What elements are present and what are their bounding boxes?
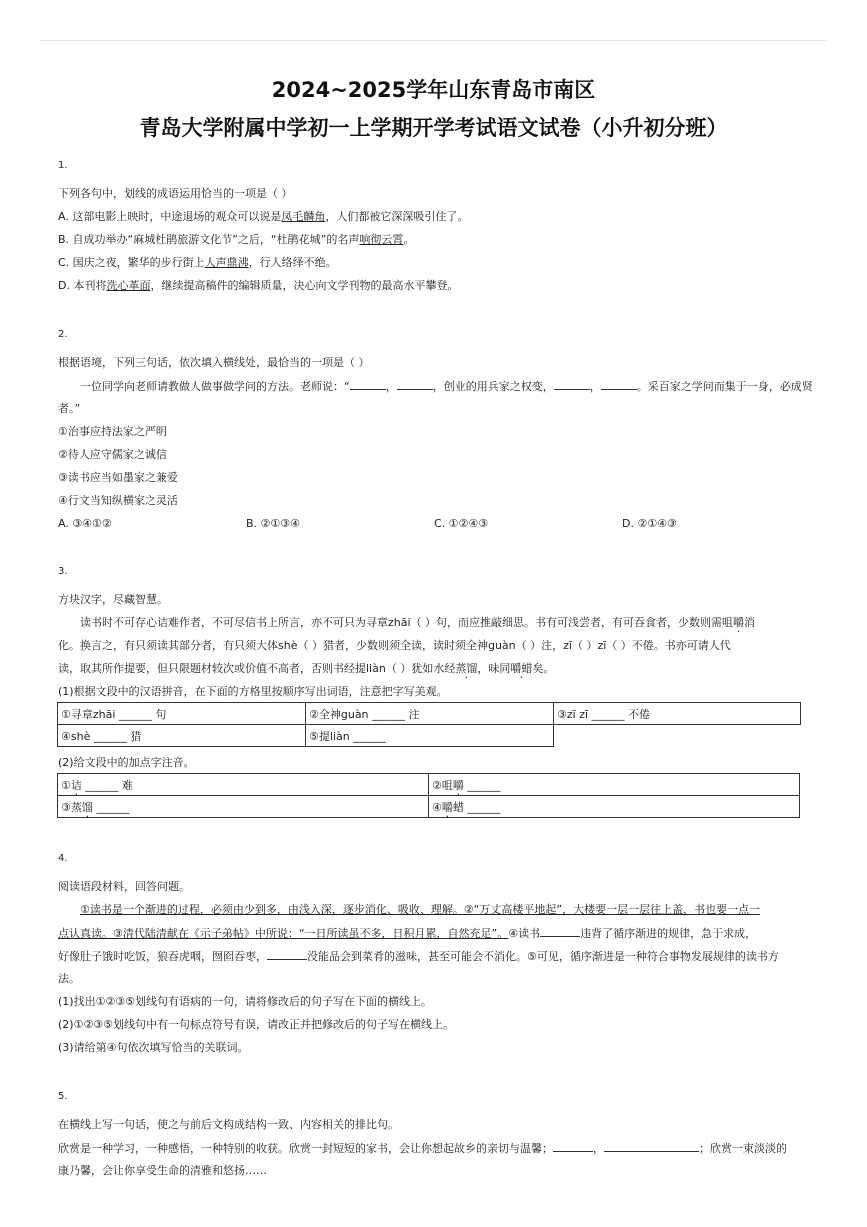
passage-text: 欣赏是一种学习，一种感悟，一种特别的收获。欣赏一封短短的家书，会让你想起故乡的亲切与温馨；: [58, 1142, 553, 1155]
cell-text: 蜡 ______: [452, 800, 501, 814]
passage-text: ，: [593, 1142, 604, 1155]
cell-text: ①: [61, 778, 71, 792]
question-4-passage-line4: 法。: [58, 972, 80, 985]
grid-cell[interactable]: ③zī zī ______ 不倦: [554, 703, 801, 725]
grid-cell[interactable]: [429, 796, 800, 818]
question-3-passage-line3: [58, 662, 554, 676]
question-4-intro: 阅读语段材料，回答问题。: [58, 880, 190, 893]
cell-text: ______ 难: [81, 778, 133, 792]
passage-text: ，: [385, 380, 397, 393]
question-1-option-d: [58, 279, 458, 293]
question-2-number: 2.: [58, 329, 68, 340]
passage-text: 好像肚子饿时吃饭，狼吞虎咽，囫囵吞枣，: [58, 950, 267, 963]
question-3-subquestion-1: (1)根据文段中的汉语拼音，在下面的方格里按顺序写出词语，注意把字写美观。: [58, 685, 448, 698]
dotted-word: 嚼蜡: [510, 662, 533, 675]
phonetic-answer-grid: [57, 773, 800, 818]
page-title-line2: 青岛大学附属中学初一上学期开学考试语文试卷（小升初分班）: [139, 116, 728, 140]
question-4-subquestion-1: (1)找出①②③⑤划线句有语病的一句，请将修改后的句子写在下面的横线上。: [58, 995, 433, 1008]
page-title-line1: 2024~2025学年山东青岛市南区: [271, 78, 596, 102]
grid-cell[interactable]: ⑤提liàn ______: [306, 725, 554, 747]
question-2-sentence-2: ②待人应守儒家之诚信: [58, 448, 167, 461]
passage-text: ④读书: [508, 927, 541, 940]
cell-text: ②咀: [432, 778, 453, 792]
question-2-sentence-3: ③读书应当如墨家之兼爱: [58, 471, 178, 484]
grid-cell[interactable]: [58, 774, 429, 796]
question-4-number: 4.: [58, 853, 68, 864]
fill-blank[interactable]: [554, 379, 590, 390]
passage-text: 违背了循序渐进的规律，急于求成，: [580, 927, 757, 940]
empty-cell: [554, 725, 801, 747]
option-text: 。: [403, 233, 415, 246]
underlined-text: 点认真读。③清代陆清献在《示子弟帖》中所说：“一日所读虽不多，日积月累，自然充足”。: [58, 927, 509, 940]
question-1-number: 1.: [58, 160, 68, 171]
fill-blank[interactable]: [350, 379, 386, 390]
cell-text: ______: [463, 778, 501, 792]
passage-text: ；欣赏一束淡淡的: [699, 1142, 787, 1155]
fill-blank[interactable]: [267, 949, 307, 960]
question-1-option-c: [58, 256, 337, 270]
dotted-char: 诘: [70, 778, 82, 792]
question-1-stem: 下列各句中，划线的成语运用恰当的一项是（ ）: [58, 187, 293, 200]
top-divider: [40, 40, 827, 41]
passage-text: ，: [589, 380, 601, 393]
question-4-subquestion-3: (3)请给第④句依次填写恰当的关联词。: [58, 1041, 249, 1054]
question-2-stem: 根据语境，下列三句话，依次填入横线处，最恰当的一项是（ ）: [58, 356, 370, 369]
question-2-sentence-1: ①治事应持法家之严明: [58, 425, 167, 438]
question-3-number: 3.: [58, 566, 68, 577]
question-1-option-b: [58, 233, 414, 247]
question-4-passage-line3: [58, 949, 779, 964]
underlined-idiom: 人声鼎沸: [204, 256, 249, 269]
fill-blank[interactable]: [601, 379, 637, 390]
passage-text: 读，取其所作提要，但只限题材较次或价值不高者，否则书经提liàn（ ）犹如水经: [58, 662, 456, 675]
dotted-char: 嚼: [733, 616, 745, 629]
grid-cell[interactable]: [429, 774, 800, 796]
question-4-passage-line1: ①读书是一个渐进的过程，必须由少到多，由浅入深，逐步消化、吸收、理解。②“万丈高楼平地起”，大楼要一层一层往上盖，书也要一点一: [80, 903, 761, 916]
question-2-passage-line2: 者。”: [58, 402, 81, 415]
passage-text: ，味同: [477, 662, 511, 675]
question-2-choice-d[interactable]: D. ②①④③: [622, 517, 677, 530]
fill-blank[interactable]: [553, 1141, 593, 1152]
grid-cell[interactable]: ④shè ______ 猎: [58, 725, 306, 747]
question-1-option-a: [58, 210, 468, 224]
option-text: ，行人络绎不绝。: [248, 256, 337, 269]
passage-text: 读书时不可存心诘难作者，不可尽信书上所言，亦不可只为寻章zhāi（ ）句，而应推敲细思。书有可浅尝者，有可吞食者，少数则需咀: [80, 616, 734, 629]
pinyin-answer-grid: [57, 702, 801, 747]
question-2-choice-c[interactable]: C. ①②④③: [434, 517, 489, 530]
question-2-choice-a[interactable]: A. ③④①②: [58, 517, 112, 530]
question-5-number: 5.: [58, 1091, 68, 1102]
underlined-idiom: 凤毛麟角: [281, 210, 326, 223]
option-text: ，继续提高稿件的编辑质量，决心向文学刊物的最高水平攀登。: [150, 279, 459, 292]
underlined-idiom: 响彻云霄: [359, 233, 404, 246]
question-3-passage-line2: 化。换言之，有只须读其部分者，有只须大体shè（ ）猎者，少数则须全读，读时须全神guàn（ ）注，zī（ ）zī（ ）不倦。书亦可请人代: [58, 639, 731, 652]
fill-blank[interactable]: [604, 1141, 699, 1152]
passage-text: 矣。: [532, 662, 555, 675]
cell-text: ______: [92, 800, 130, 814]
question-2-choice-b[interactable]: B. ②①③④: [246, 517, 300, 530]
option-text: D. 本刊将: [58, 279, 107, 292]
fill-blank[interactable]: [397, 379, 433, 390]
question-4-passage-line2: [58, 926, 756, 941]
dotted-char: 馏: [81, 800, 93, 814]
grid-cell[interactable]: [58, 796, 429, 818]
option-text: ，人们都被它深深吸引住了。: [325, 210, 469, 223]
grid-cell[interactable]: ②全神guàn ______ 注: [306, 703, 554, 725]
passage-text: 没能品会到菜肴的滋味，甚至可能会不消化。⑤可见，循序渐进是一种符合事物发展规律的读书方: [307, 950, 779, 963]
underlined-idiom: 洗心革面: [106, 279, 151, 292]
dotted-char: 嚼: [452, 778, 464, 792]
option-text: B. 自成功举办“麻城杜鹃旅游文化节”之后，“杜鹃花城”的名声: [58, 233, 360, 246]
question-5-stem: 在横线上写一句话，使之与前后文构成结构一致、内容相关的排比句。: [58, 1118, 399, 1131]
option-text: C. 国庆之夜，繁华的步行街上: [58, 256, 205, 269]
question-5-passage-line2: 康乃馨，会让你享受生命的清雅和悠扬……: [58, 1164, 267, 1177]
cell-text: ③蒸: [61, 800, 82, 814]
question-2-passage-line1: [80, 379, 813, 394]
option-text: A. 这部电影上映时，中途退场的观众可以说是: [58, 210, 282, 223]
passage-text: 。采百家之学问而集于一身，必成贤: [636, 380, 813, 393]
dotted-char: 嚼: [441, 800, 453, 814]
question-4-subquestion-2: (2)①②③⑤划线句中有一句标点符号有误，请改正并把修改后的句子写在横线上。: [58, 1018, 455, 1031]
passage-text: 一位同学向老师请教做人做事做学问的方法。老师说：“: [80, 380, 350, 393]
cell-text: ④: [432, 800, 442, 814]
fill-blank[interactable]: [540, 926, 580, 937]
passage-text: ，创业的用兵家之权变，: [432, 380, 554, 393]
question-3-subquestion-2: (2)给文段中的加点字注音。: [58, 756, 195, 769]
question-3-intro: 方块汉字，尽藏智慧。: [58, 593, 168, 606]
grid-cell[interactable]: ①寻章zhāi ______ 句: [58, 703, 306, 725]
question-3-passage-line1: [80, 616, 755, 630]
passage-text: 消: [744, 616, 756, 629]
question-2-sentence-4: ④行文当知纵横家之灵活: [58, 494, 178, 507]
dotted-word: 蒸馏: [455, 662, 478, 675]
question-5-passage-line1: [58, 1141, 787, 1156]
